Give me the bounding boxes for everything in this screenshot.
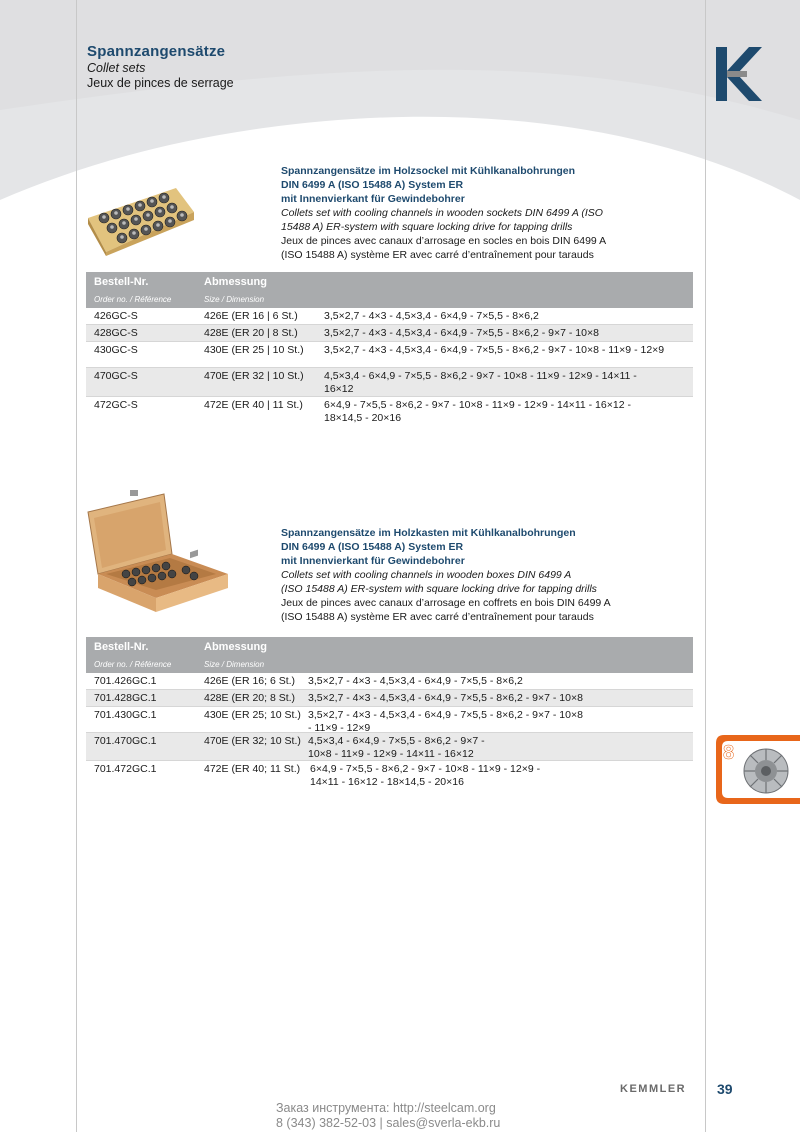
collet-size: 472E (ER 40; 11 St.) [204, 763, 301, 775]
collet-size: 426E (ER 16 | 6 St.) [204, 310, 298, 322]
table-row [86, 308, 693, 325]
page-title-en: Collet sets [87, 61, 146, 75]
col-order-header: Bestell-Nr. [94, 276, 149, 288]
collet-size: 428E (ER 20 | 8 St.) [204, 327, 298, 339]
table-row [86, 325, 693, 342]
section1-title-line1: Spannzangensätze im Holzsockel mit Kühlkanalbohrungen [281, 165, 576, 177]
order-number: 701.472GC.1 [94, 763, 157, 775]
table-row [86, 342, 693, 368]
section2-fr-line2: (ISO 15488 A) système ER avec carré d’entraînement pour tarauds [281, 611, 594, 623]
section1-en-line2: 15488 A) ER-system with square locking drive for tapping drills [281, 221, 573, 233]
section1-description [281, 164, 621, 262]
dimensions: 4,5×3,4 - 6×4,9 - 7×5,5 - 8×6,2 - 9×7 - 10×8 - 11×9 - 12×9 - 14×11 - 16×12 [308, 735, 485, 760]
table-row [86, 690, 693, 707]
kemmler-k-logo [716, 47, 762, 101]
section1-title-line3: mit Innenvierkant für Gewindebohrer [281, 193, 465, 205]
order-number: 470GC-S [94, 370, 138, 382]
dimensions: 3,5×2,7 - 4×3 - 4,5×3,4 - 6×4,9 - 7×5,5 - 8×6,2 [324, 310, 539, 322]
order-number: 472GC-S [94, 399, 138, 411]
page-title-fr: Jeux de pinces de serrage [87, 76, 234, 90]
section2-en-line2: (ISO 15488 A) ER-system with square locking drive for tapping drills [281, 583, 597, 595]
col-order-header: Bestell-Nr. [94, 641, 149, 653]
dimensions: 3,5×2,7 - 4×3 - 4,5×3,4 - 6×4,9 - 7×5,5 - 8×6,2 - 9×7 - 10×8 [308, 692, 583, 704]
collet-size: 430E (ER 25; 10 St.) [204, 709, 301, 721]
table-header [86, 272, 693, 308]
dimensions: 6×4,9 - 7×5,5 - 8×6,2 - 9×7 - 10×8 - 11×9 - 12×9 - 14×11 - 16×12 - 18×14,5 - 20×16 [310, 763, 541, 788]
left-margin-line [76, 0, 77, 1132]
table-row [86, 397, 693, 425]
table-row [86, 733, 693, 761]
table-row [86, 368, 693, 397]
section2-title-line1: Spannzangensätze im Holzkasten mit Kühlkanalbohrungen [281, 527, 576, 539]
section2-table [86, 637, 693, 789]
order-number: 430GC-S [94, 344, 138, 356]
section2-title-line3: mit Innenvierkant für Gewindebohrer [281, 555, 465, 567]
collet-size: 472E (ER 40 | 11 St.) [204, 399, 303, 411]
collet-icon [744, 749, 788, 793]
page-title-de: Spannzangensätze [87, 43, 226, 60]
section2-fr-line1: Jeux de pinces avec canaux d’arrosage en coffrets en bois DIN 6499 A [281, 597, 611, 609]
collet-size: 470E (ER 32; 10 St.) [204, 735, 301, 747]
order-number: 426GC-S [94, 310, 138, 322]
contact-line2[interactable]: 8 (343) 382-52-03 | sales@sverla-ekb.ru [276, 1116, 501, 1130]
dimensions: 3,5×2,7 - 4×3 - 4,5×3,4 - 6×4,9 - 7×5,5 - 8×6,2 - 9×7 - 10×8 - 11×9 - 12×9 [324, 344, 665, 356]
section1-fr-line1: Jeux de pinces avec canaux d’arrosage en socles en bois DIN 6499 A [281, 235, 607, 247]
chapter-number: 8 [723, 742, 735, 764]
section1-title-line2: DIN 6499 A (ISO 15488 A) System ER [281, 179, 464, 191]
page-number: 39 [717, 1081, 733, 1097]
right-margin-line [705, 0, 706, 1132]
contact-info [276, 1101, 500, 1131]
page-header [87, 43, 234, 90]
order-number: 701.428GC.1 [94, 692, 157, 704]
order-number: 428GC-S [94, 327, 138, 339]
col-size-header: Abmessung [204, 641, 267, 653]
col-size-subheader: Size / Dimension [204, 660, 265, 669]
table-header [86, 637, 693, 673]
footer-brand: KEMMLER [620, 1083, 687, 1095]
dimensions: 3,5×2,7 - 4×3 - 4,5×3,4 - 6×4,9 - 7×5,5 - 8×6,2 - 9×7 - 10×8 - 11×9 - 12×9 [308, 709, 583, 734]
collet-size: 470E (ER 32 | 10 St.) [204, 370, 304, 382]
section2-title-line2: DIN 6499 A (ISO 15488 A) System ER [281, 541, 464, 553]
order-number: 701.430GC.1 [94, 709, 157, 721]
dimensions: 6×4,9 - 7×5,5 - 8×6,2 - 9×7 - 10×8 - 11×9 - 12×9 - 14×11 - 16×12 - 18×14,5 - 20×16 [324, 399, 631, 424]
section1-en-line1: Collets set with cooling channels in wooden sockets DIN 6499 A (ISO [281, 207, 603, 219]
table-row [86, 707, 693, 733]
section2-description [281, 526, 621, 624]
collet-size: 428E (ER 20; 8 St.) [204, 692, 296, 704]
col-size-header: Abmessung [204, 276, 267, 288]
dimensions: 3,5×2,7 - 4×3 - 4,5×3,4 - 6×4,9 - 7×5,5 - 8×6,2 [308, 675, 523, 687]
order-number: 701.426GC.1 [94, 675, 157, 687]
section1-table [86, 272, 693, 425]
contact-line1[interactable]: Заказ инструмента: http://steelcam.org [276, 1101, 496, 1115]
table-row [86, 673, 693, 690]
section2-en-line1: Collets set with cooling channels in wooden boxes DIN 6499 A [281, 569, 572, 581]
collet-size: 426E (ER 16; 6 St.) [204, 675, 296, 687]
col-order-subheader: Order no. / Référence [94, 660, 172, 669]
dimensions: 3,5×2,7 - 4×3 - 4,5×3,4 - 6×4,9 - 7×5,5 - 8×6,2 - 9×7 - 10×8 [324, 327, 599, 339]
col-size-subheader: Size / Dimension [204, 295, 265, 304]
col-order-subheader: Order no. / Référence [94, 295, 172, 304]
chapter-8-tab[interactable] [716, 735, 800, 804]
collet-size: 430E (ER 25 | 10 St.) [204, 344, 304, 356]
dimensions: 4,5×3,4 - 6×4,9 - 7×5,5 - 8×6,2 - 9×7 - 10×8 - 11×9 - 12×9 - 14×11 - 16×12 [324, 370, 637, 395]
section1-fr-line2: (ISO 15488 A) système ER avec carré d’entraînement pour tarauds [281, 249, 594, 261]
collet-set-wooden-box-image [86, 490, 232, 614]
table-row [86, 761, 693, 789]
collet-set-wooden-socket-image [86, 178, 196, 256]
order-number: 701.470GC.1 [94, 735, 157, 747]
